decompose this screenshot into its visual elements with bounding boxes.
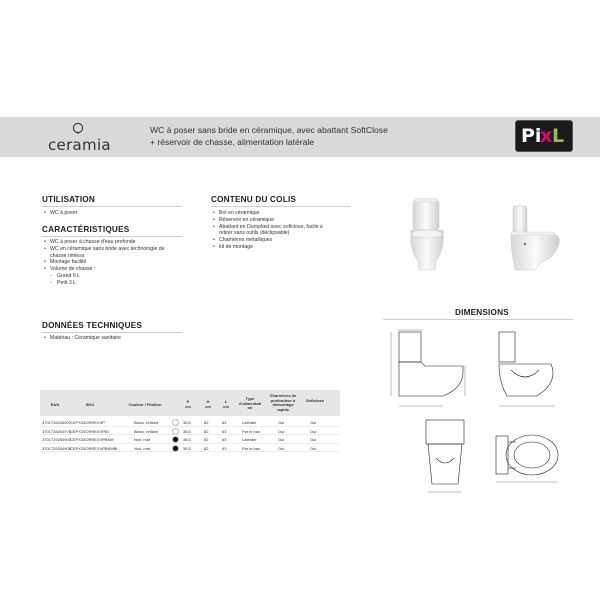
- cell-h: 82: [204, 445, 209, 451]
- cell-h: 82: [204, 420, 209, 425]
- cell-ean: 3701729254906: [42, 445, 71, 451]
- list-item: • kit de montage: [213, 244, 353, 251]
- donnees-rule: [42, 332, 182, 333]
- cell-l: 63: [222, 420, 227, 425]
- table-header: [40, 390, 340, 416]
- header-ean: EAN: [50, 402, 60, 407]
- list-item: • Matériau : Céramique sanitaire: [44, 335, 194, 342]
- color-swatch: [172, 436, 179, 443]
- caracteristiques-rule: [42, 236, 182, 237]
- cell-soft: Oui: [310, 428, 317, 434]
- cell-p: 38,5: [183, 437, 191, 442]
- list-item: • WC à poser: [44, 210, 194, 217]
- contenu-list: [213, 210, 353, 251]
- donnees-title: DONNÉES TECHNIQUES: [42, 321, 143, 330]
- list-item: • Volume de chasse :: [44, 266, 194, 273]
- cell-sku: CEPX33ORREXVPBI: [70, 428, 109, 434]
- contenu-title: CONTENU DU COLIS: [211, 195, 297, 204]
- cell-type: Par le bas: [242, 445, 261, 451]
- contenu-rule: [211, 206, 351, 207]
- brand-logo: [48, 122, 118, 154]
- cell-charn: Oui: [278, 445, 285, 451]
- cell-ean: 3701728204975: [42, 428, 71, 434]
- list-item: • Abattant en Duroplast avec softclose, facile à: [213, 224, 353, 231]
- utilisation-title: UTILISATION: [42, 195, 95, 204]
- cell-l: 63: [222, 428, 227, 434]
- product-photo-front: [405, 198, 453, 272]
- header-charnieres: Charnières de profondeur à démontage rapide: [269, 393, 297, 412]
- pixl-logo-l: L: [552, 125, 565, 147]
- product-title-line1: WC à poser sans bride en céramique, avec abattant SoftClose: [150, 125, 388, 135]
- color-swatch: [172, 445, 179, 452]
- table-row: [40, 418, 340, 427]
- list-item: • Charnières métalliques: [213, 237, 353, 244]
- cell-type: Par le bas: [242, 428, 261, 434]
- cell-p: 38,5: [183, 445, 191, 451]
- dimension-drawing-side: [495, 326, 560, 411]
- list-item-continued: retirer sans outils (déclipsable): [219, 230, 290, 237]
- caracteristiques-title: CARACTÉRISTIQUES: [42, 225, 130, 234]
- caracteristiques-list: [44, 239, 194, 287]
- cell-ean: 3701728208007: [42, 420, 71, 425]
- cell-p: 38,5: [183, 428, 191, 434]
- cell-p: 38,5: [183, 420, 191, 425]
- header-type: Type d'alimentati on: [238, 396, 262, 411]
- product-title: [150, 124, 480, 148]
- dimension-drawing-front: [385, 326, 470, 411]
- cell-sku: CEPX33ORREXVPBKM: [70, 437, 114, 442]
- cell-charn: Oui: [278, 437, 285, 442]
- brand-logo-icon: [72, 122, 84, 134]
- cell-h: 82: [204, 428, 209, 434]
- dimensions-rule: [383, 319, 573, 320]
- header-couleur: Couleur / Finition: [128, 402, 162, 407]
- cell-couleur: Blanc, brillant: [134, 420, 159, 425]
- header-l: L cm: [223, 399, 229, 409]
- pixl-logo-x: x: [540, 125, 553, 147]
- header-sku: SKU: [85, 402, 95, 407]
- pixl-logo: [515, 120, 573, 152]
- list-item: • WC à poser à chasse d'eau profonde: [44, 239, 194, 246]
- list-item: • Réservoir en céramique: [213, 217, 353, 224]
- cell-l: 63: [222, 445, 227, 451]
- header-p: P cm: [185, 399, 191, 409]
- cell-ean: 3701729254900: [42, 437, 71, 442]
- utilisation-list: [44, 210, 194, 217]
- list-item-continued: chasse rimless: [50, 252, 85, 259]
- cell-sku: CEPX33ORREXVP: [70, 420, 105, 425]
- cell-sku: CEPX33ORREXVPBKMBI: [70, 445, 118, 451]
- table-row: [40, 427, 340, 436]
- list-item: • Bol en céramique: [213, 210, 353, 217]
- dimension-drawing-rear: [420, 418, 470, 503]
- cell-type: Latérale: [242, 437, 257, 442]
- brand-name: ceramia: [48, 136, 111, 154]
- list-sub-item: ◦ Grand 6 L: [44, 273, 194, 280]
- header-h: H cm: [205, 399, 211, 409]
- cell-soft: Oui: [310, 420, 317, 425]
- donnees-list: [44, 335, 194, 342]
- utilisation-rule: [42, 206, 182, 207]
- cell-l: 63: [222, 437, 227, 442]
- cell-couleur: Blanc, brillant: [134, 428, 159, 434]
- cell-soft: Oui: [310, 445, 317, 451]
- cell-h: 82: [204, 437, 209, 442]
- dimension-drawing-top: [492, 428, 562, 488]
- cell-soft: Oui: [310, 437, 317, 442]
- cell-type: Latérale: [242, 420, 257, 425]
- cell-couleur: Noir, mat: [134, 445, 151, 451]
- cell-charn: Oui: [278, 420, 285, 425]
- list-item: • WC en céramique sans bride avec technologie de: [44, 246, 194, 253]
- product-title-line2: + réservoir de chasse, alimentation latérale: [150, 137, 315, 147]
- table-row: [40, 435, 340, 444]
- dimensions-title: DIMENSIONS: [455, 308, 509, 317]
- table-row: [40, 444, 340, 453]
- product-photo-side: [505, 204, 561, 272]
- color-swatch: [172, 428, 179, 435]
- cell-couleur: Noir, mat: [134, 437, 151, 442]
- color-swatch: [172, 419, 179, 426]
- header-softclose: Softclose: [305, 398, 324, 403]
- list-sub-item: ◦ Petit 3 L: [44, 280, 194, 287]
- cell-charn: Oui: [278, 428, 285, 434]
- list-item: • Montage facilité: [44, 259, 194, 266]
- pixl-logo-p: Pi: [521, 125, 542, 147]
